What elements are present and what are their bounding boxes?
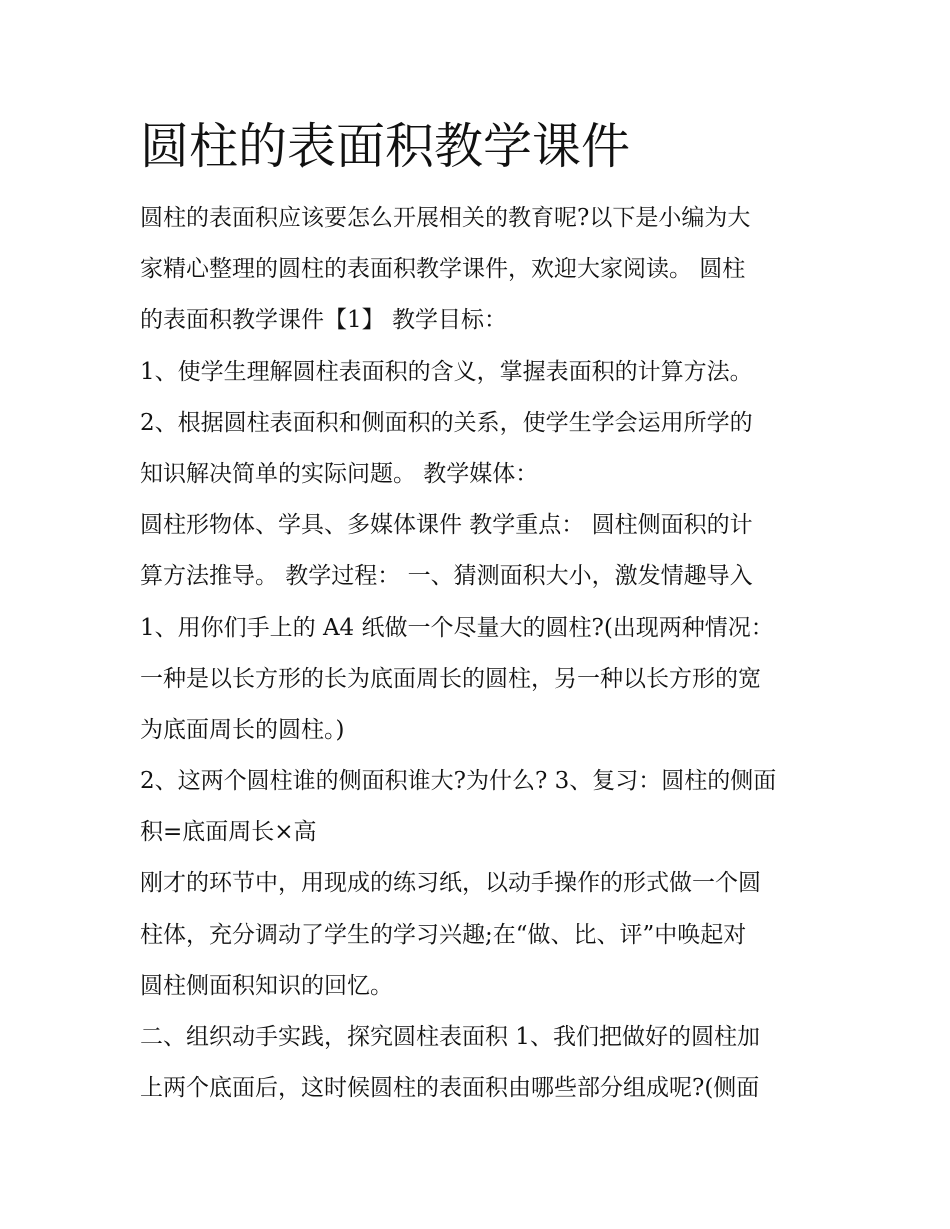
body-line: 柱体，充分调动了学生的学习兴趣;在“做、比、评”中唤起对 bbox=[140, 921, 747, 948]
body-line: 2、这两个圆柱谁的侧面积谁大?为什么? 3、复习：圆柱的侧面 bbox=[140, 768, 777, 795]
document-title: 圆柱的表面积教学课件 bbox=[140, 118, 631, 175]
body-line: 为底面周长的圆柱。) bbox=[140, 716, 345, 743]
document-body bbox=[140, 193, 820, 1114]
body-line: 1、用你们手上的 A4 纸做一个尽量大的圆柱?(出现两种情况： bbox=[140, 614, 774, 641]
body-line: 一种是以长方形的长为底面周长的圆柱，另一种以长方形的宽 bbox=[140, 665, 761, 692]
body-line: 1、使学生理解圆柱表面积的含义，掌握表面积的计算方法。 bbox=[140, 358, 753, 385]
body-line: 积=底面周长×高 bbox=[140, 819, 317, 846]
body-line: 圆柱的表面积应该要怎么开展相关的教育呢?以下是小编为大 bbox=[140, 205, 751, 231]
body-line: 圆柱侧面积知识的回忆。 bbox=[140, 972, 393, 999]
body-line: 上两个底面后，这时候圆柱的表面积由哪些部分组成呢?(侧面 bbox=[140, 1075, 760, 1102]
body-line: 二、组织动手实践，探究圆柱表面积 1、我们把做好的圆柱加 bbox=[140, 1024, 760, 1050]
body-line: 算方法推导。 教学过程： 一、猜测面积大小，激发情趣导入 bbox=[140, 563, 753, 590]
body-line: 知识解决简单的实际问题。 教学媒体： bbox=[140, 460, 539, 487]
body-line: 2、根据圆柱表面积和侧面积的关系，使学生学会运用所学的 bbox=[140, 409, 753, 436]
body-line: 的表面积教学课件【1】 教学目标： bbox=[140, 307, 507, 334]
body-line: 圆柱形物体、学具、多媒体课件 教学重点： 圆柱侧面积的计 bbox=[140, 512, 753, 539]
body-line: 刚才的环节中，用现成的练习纸，以动手操作的形式做一个圆 bbox=[140, 870, 761, 897]
body-line: 家精心整理的圆柱的表面积教学课件，欢迎大家阅读。 圆柱 bbox=[140, 256, 746, 283]
